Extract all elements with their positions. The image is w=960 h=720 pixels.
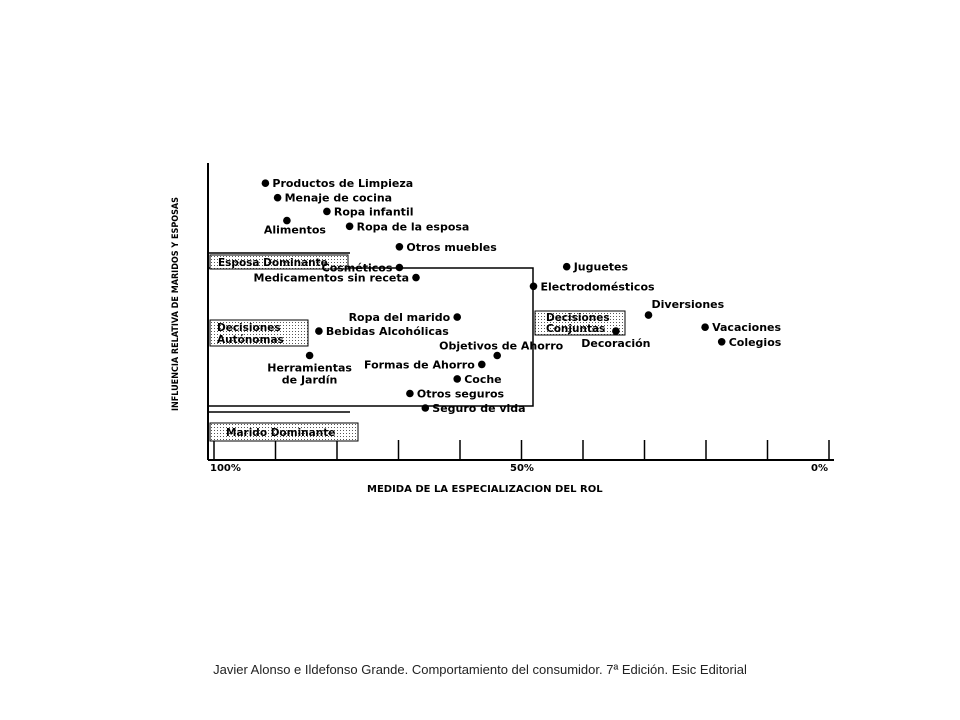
data-point-label: Cosméticos: [321, 261, 393, 275]
data-point-marker: [718, 338, 726, 346]
data-point-label: Electrodomésticos: [540, 280, 655, 294]
data-point-label: Productos de Limpieza: [272, 177, 414, 191]
data-point-marker: [493, 352, 501, 360]
data-point-label: Ropa infantil: [333, 205, 414, 219]
zone-label-marido-dominante: Marido Dominante: [226, 427, 336, 439]
data-point-marker: [262, 179, 270, 187]
data-point-marker: [612, 327, 620, 335]
data-point-marker: [453, 375, 461, 383]
data-point-marker: [645, 311, 653, 319]
zone-decisiones-conjuntas: [535, 311, 625, 335]
data-point-label: Decoración: [581, 337, 651, 351]
data-point-marker: [323, 208, 331, 216]
data-point-marker: [396, 264, 404, 272]
y-axis-title: INFLUENCIA RELATIVA DE MARIDOS Y ESPOSAS: [171, 172, 181, 411]
x-tick-label-50: 50%: [510, 463, 534, 474]
data-point-marker: [453, 313, 461, 321]
data-point-marker: [396, 243, 404, 251]
data-point-label: Vacaciones: [712, 321, 782, 335]
data-point-label: Herramientas: [267, 361, 352, 375]
zone-marido-dominante: [210, 423, 358, 441]
data-point-marker: [346, 223, 354, 231]
x-tick-label-100: 100%: [210, 463, 241, 474]
zone-label-decisiones-conjuntas-1: Decisiones: [546, 312, 610, 324]
data-point-label: Juguetes: [573, 260, 629, 274]
data-point-label: Colegios: [728, 335, 782, 349]
data-point-marker: [563, 263, 571, 271]
data-point-label: Coche: [464, 372, 502, 386]
data-point-marker: [306, 352, 314, 360]
zone-decisiones-autonomas: [210, 320, 308, 346]
x-axis-ticks: [214, 440, 829, 460]
zone-label-esposa-dominante: Esposa Dominante: [218, 257, 328, 269]
data-point-label: de Jardín: [281, 373, 338, 387]
data-point-label: Ropa de la esposa: [356, 220, 470, 234]
data-point-label: Bebidas Alcohólicas: [325, 325, 449, 339]
data-point-label: Diversiones: [651, 298, 725, 312]
x-axis-title: MEDIDA DE LA ESPECIALIZACION DEL ROL: [367, 484, 603, 495]
data-point-marker: [701, 323, 709, 331]
data-point-label: Objetivos de Ahorro: [439, 339, 564, 353]
data-point-label: Menaje de cocina: [284, 191, 393, 205]
zone-label-decisiones-conjuntas-2: Conjuntas: [546, 323, 606, 335]
x-tick-label-0: 0%: [811, 463, 828, 474]
data-point-marker: [406, 390, 414, 398]
source-caption: Javier Alonso e Ildefonso Grande. Comportamiento del consumidor. 7ª Edición. Esic Editorial: [213, 662, 747, 677]
data-point-label: Medicamentos sin receta: [253, 271, 409, 285]
data-point-label: Ropa del marido: [348, 311, 451, 325]
data-point-label: Otros muebles: [406, 240, 497, 254]
data-point-marker: [478, 361, 486, 369]
data-point-label: Formas de Ahorro: [364, 358, 475, 372]
data-point-marker: [422, 404, 430, 412]
data-point-marker: [315, 327, 323, 335]
data-point-label: Alimentos: [263, 223, 326, 237]
data-point-marker: [530, 283, 538, 291]
zone-label-decisiones-autonomas-2: Autónomas: [217, 334, 284, 346]
data-points: [254, 177, 782, 415]
data-point-label: Otros seguros: [416, 387, 505, 401]
data-point-label: Seguro de vida: [432, 402, 526, 415]
data-point-marker: [412, 274, 420, 282]
data-point-marker: [274, 194, 282, 202]
zone-label-decisiones-autonomas-1: Decisiones: [217, 322, 281, 334]
